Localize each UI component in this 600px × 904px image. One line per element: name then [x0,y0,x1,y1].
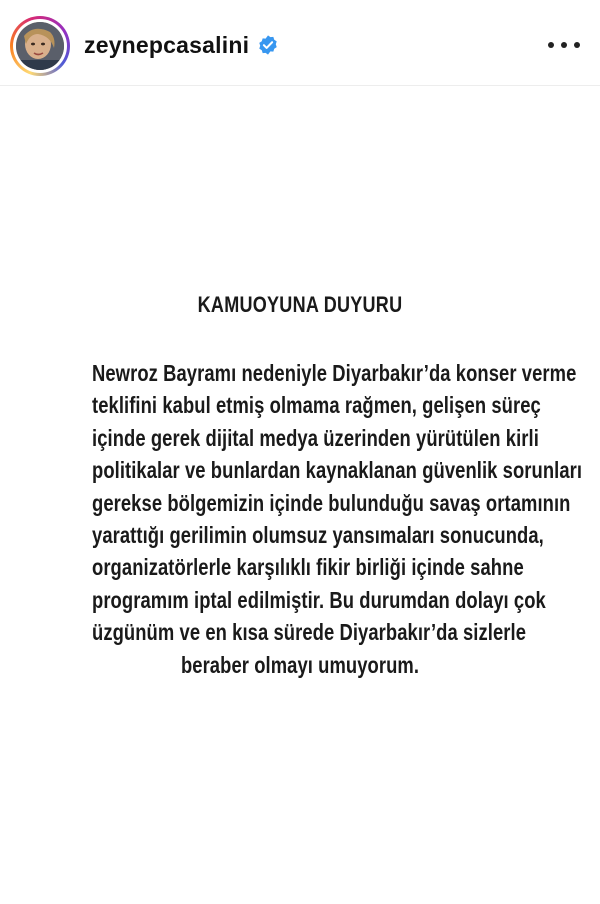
announcement-line: yarattığı gerilimin olumsuz yansımaları sonucunda, [92,522,544,549]
username-row [84,30,279,60]
username-link[interactable]: zeynepcasalini [84,31,250,58]
post-header [0,0,600,86]
post-image[interactable] [0,86,600,904]
more-options-icon [548,42,554,48]
announcement-line: organizatörlerle karşılıklı fikir birliği içinde sahne [92,554,524,581]
announcement-line: beraber olmayı umuyorum. [180,651,420,678]
avatar-photo-icon [16,22,64,70]
announcement-line: programım iptal edilmiştir. Bu durumdan dolayı çok [92,586,546,613]
announcement-text [40,291,583,681]
announcement-line: politikalar ve bunlardan kaynaklanan güvenlik sorunları [92,457,583,484]
story-ring[interactable] [10,16,70,76]
announcement-body [40,357,583,681]
announcement-line: Newroz Bayramı nedeniyle Diyarbakır’da konser verme [92,360,577,386]
more-options-icon-dot [574,42,580,48]
announcement-line: üzgünüm ve en kısa sürede Diyarbakır’da sizlerle [92,619,527,646]
avatar-frame [13,19,67,73]
announcement-line: gerekse bölgemizin içinde bulunduğu savaş ortamının [92,489,571,516]
verified-badge-icon [257,34,279,56]
more-options-button[interactable] [548,30,580,60]
announcement-line: içinde gerek dijital medya üzerinden yürütülen kirli [92,424,539,451]
announcement-title: KAMUOYUNA DUYURU [197,292,403,317]
more-options-icon-dot [561,42,567,48]
announcement-line: teklifini kabul etmiş olmama rağmen, gelişen süreç [92,392,541,419]
avatar[interactable] [16,22,64,70]
